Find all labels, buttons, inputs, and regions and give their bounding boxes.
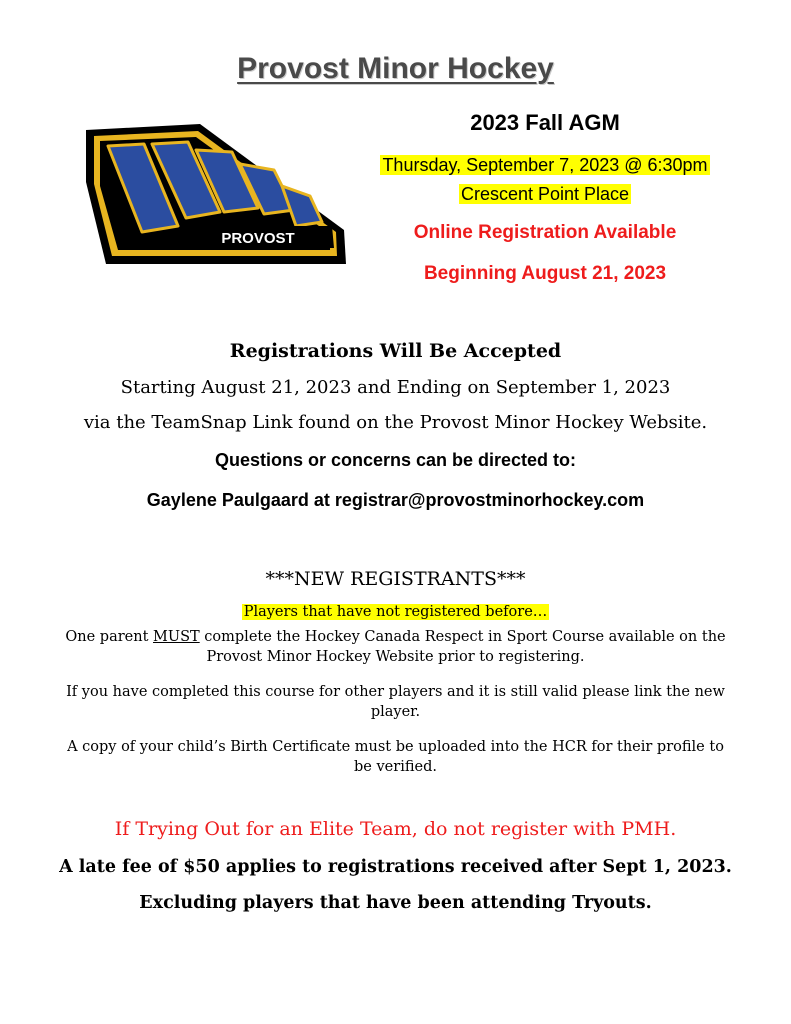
new-registrants-intro-line	[0, 604, 791, 620]
registration-dates: Starting August 21, 2023 and Ending on September 1, 2023	[120, 377, 671, 398]
agm-place-line	[340, 184, 750, 205]
elite-team-warning: If Trying Out for an Elite Team, do not register with PMH.	[114, 818, 677, 840]
online-registration-start: Beginning August 21, 2023	[423, 263, 667, 284]
late-fee-notice: A late fee of $50 applies to registrations received after Sept 1, 2023.	[59, 857, 732, 877]
birth-certificate-paragraph: A copy of your child’s Birth Certificate must be uploaded into the HCR for their profile to be verified.	[67, 739, 724, 775]
agm-title: 2023 Fall AGM	[470, 110, 620, 135]
new-registrants-heading: ***NEW REGISTRANTS***	[265, 568, 526, 590]
registration-link-info: via the TeamSnap Link found on the Provost Minor Hockey Website.	[83, 412, 708, 433]
p1-after: complete the Hockey Canada Respect in Sport Course available on the Provost Minor Hockey Website prior to registering.	[199, 629, 726, 665]
course-valid-paragraph: If you have completed this course for other players and it is still valid please link the new player.	[66, 684, 725, 720]
agm-date: Thursday, September 7, 2023 @ 6:30pm	[382, 155, 708, 175]
questions-line: Questions or concerns can be directed to:	[214, 450, 577, 470]
respect-in-sport-paragraph	[60, 627, 731, 667]
registration-heading: Registrations Will Be Accepted	[229, 340, 562, 362]
new-registrants-intro: Players that have not registered before…	[243, 604, 548, 620]
agm-place: Crescent Point Place	[460, 184, 630, 204]
page-title: Provost Minor Hockey	[237, 52, 554, 85]
blades-logo	[82, 122, 350, 268]
online-registration-notice: Online Registration Available	[413, 222, 677, 243]
contact-line: Gaylene Paulgaard at registrar@provostminorhockey.com	[146, 490, 645, 510]
logo-graphic	[86, 124, 346, 264]
must-emphasis: MUST	[153, 629, 200, 645]
agm-date-line	[340, 155, 750, 176]
tryouts-exclusion: Excluding players that have been attending Tryouts.	[139, 893, 652, 913]
p1-before: One parent	[65, 629, 154, 645]
logo-sub-text: PROVOST	[221, 230, 295, 247]
